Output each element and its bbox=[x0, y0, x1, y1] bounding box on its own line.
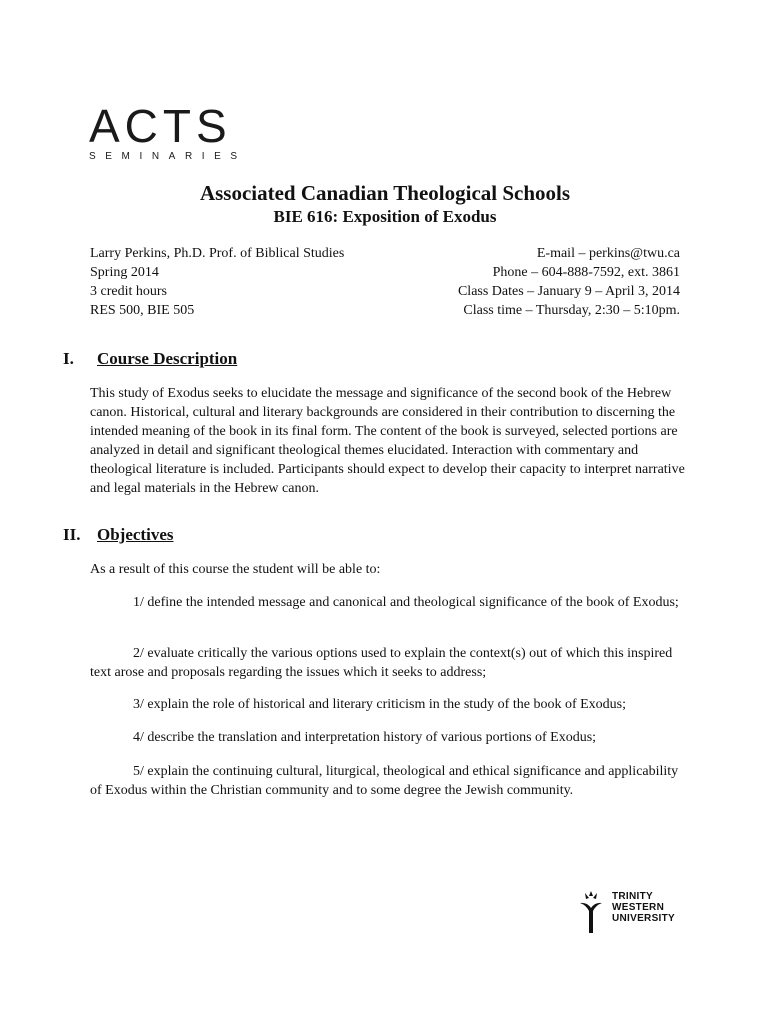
instructor-line: Larry Perkins, Ph.D. Prof. of Biblical Studies bbox=[90, 246, 345, 261]
email-line: E-mail – perkins@twu.ca bbox=[536, 246, 680, 261]
twu-line: UNIVERSITY bbox=[612, 913, 676, 924]
twu-wordmark bbox=[612, 891, 675, 924]
class-time-line: Class time – Thursday, 2:30 – 5:10pm. bbox=[463, 303, 680, 318]
section-title: Objectives bbox=[97, 525, 174, 544]
objective-item: 5/ explain the continuing cultural, liturgical, theological and ethical significance and applicability of Exodus within the Christian community and to some degree the Jewish community. bbox=[90, 764, 679, 798]
objective-item: 2/ evaluate critically the various options used to explain the context(s) out of which this inspired text arose and proposals regarding the issues which it seeks to address; bbox=[90, 646, 673, 680]
objective-item: 3/ explain the role of historical and literary criticism in the study of the book of Exodus; bbox=[133, 697, 626, 712]
section-number: II. bbox=[63, 525, 81, 544]
phone-line: Phone – 604-888-7592, ext. 3861 bbox=[492, 265, 680, 280]
prereq-line: RES 500, BIE 505 bbox=[90, 303, 195, 318]
trinity-western-university-logo bbox=[578, 889, 688, 935]
course-subtitle: BIE 616: Exposition of Exodus bbox=[273, 207, 497, 226]
section-number: I. bbox=[63, 349, 74, 368]
section-heading-course-description bbox=[63, 349, 237, 369]
twu-line: TRINITY bbox=[612, 891, 653, 902]
logo-sub-text: SEMINARIES bbox=[89, 151, 247, 162]
twu-line: WESTERN bbox=[612, 902, 665, 913]
section-title: Course Description bbox=[97, 349, 238, 368]
tree-icon bbox=[578, 889, 604, 935]
class-dates-line: Class Dates – January 9 – April 3, 2014 bbox=[457, 284, 680, 299]
term-line: Spring 2014 bbox=[90, 265, 159, 280]
section-heading-objectives bbox=[63, 525, 173, 545]
instructor-info bbox=[90, 244, 344, 320]
objective-item: 1/ define the intended message and canonical and theological significance of the book of Exodus; bbox=[133, 595, 679, 610]
logo-main-text: ACTS bbox=[89, 100, 232, 152]
page-title: Associated Canadian Theological Schools bbox=[199, 181, 571, 205]
objectives-intro: As a result of this course the student will be able to: bbox=[90, 562, 381, 577]
objective-item: 4/ describe the translation and interpretation history of various portions of Exodus; bbox=[133, 730, 597, 745]
credits-line: 3 credit hours bbox=[90, 284, 167, 299]
course-description-text: This study of Exodus seeks to elucidate the message and significance of the second book of the Hebrew canon. Historical, cultural and literary backgrounds are considered in their contribution to discerning the intended meaning of the book in its final form. The content of the book is surveyed, selected portions are analyzed in detail and significant theological themes elucidated. Interaction with commentary and theological literature is included. Participants should expect to develop their capacity to interpret narrative and legal materials in the Hebrew canon. bbox=[90, 386, 685, 496]
contact-info bbox=[458, 244, 680, 320]
acts-logo bbox=[89, 100, 247, 162]
